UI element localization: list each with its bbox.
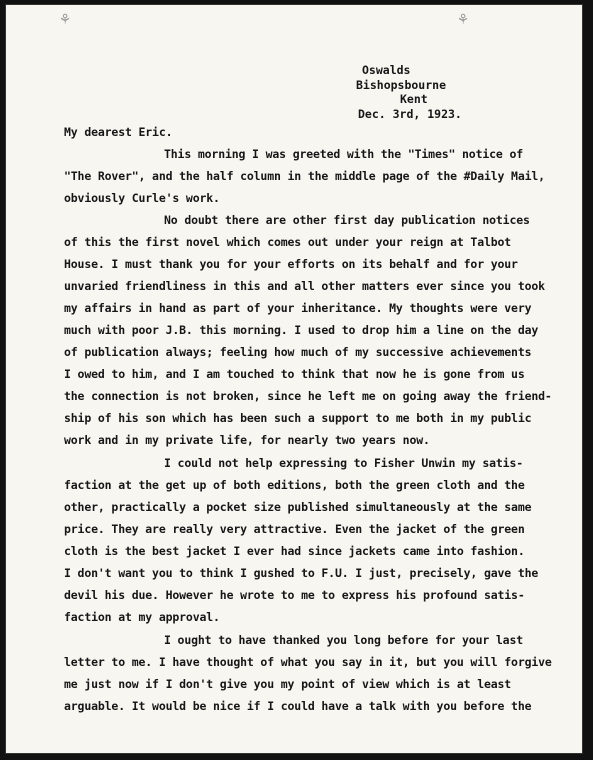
- body-line: other, practically a pocket size published simultaneously at the same: [64, 500, 532, 514]
- body-line: cloth is the best jacket I ever had since jackets came into fashion.: [64, 544, 525, 558]
- sender-address: [356, 63, 462, 121]
- body-line: work and in my private life, for nearly two years now.: [64, 433, 430, 447]
- body-line: ship of his son which has been such a support to me both in my public: [64, 411, 532, 425]
- ink-blot-icon: ⚘: [58, 12, 72, 28]
- body-line: faction at the get up of both editions, both the green cloth and the: [64, 478, 525, 492]
- address-line: Bishopsbourne: [356, 77, 447, 92]
- body-line: House. I must thank you for your efforts on its behalf and for your: [64, 257, 518, 271]
- body-line: much with poor J.B. this morning. I used to drop him a line on the day: [64, 323, 539, 337]
- body-line: devil his due. However he wrote to me to express his profound satis-: [64, 588, 525, 602]
- body-line: faction at my approval.: [64, 610, 220, 624]
- body-line: I owed to him, and I am touched to think that now he is gone from us: [64, 367, 525, 381]
- ink-blot-icon: ⚘: [456, 12, 470, 28]
- body-line: the connection is not broken, since he left me on going away the friend-: [64, 389, 552, 403]
- body-line: my affairs in hand as part of your inheritance. My thoughts were very: [64, 301, 532, 315]
- body-line: This morning I was greeted with the "Times" notice of: [164, 147, 524, 161]
- body-line: of this the first novel which comes out under your reign at Talbot: [64, 235, 512, 249]
- body-line: I ought to have thanked you long before for your last: [164, 633, 524, 647]
- body-line: letter to me. I have thought of what you say in it, but you will forgive: [64, 655, 552, 669]
- body-line: of publication always; feeling how much of my successive achievements: [64, 345, 532, 359]
- body-line: me just now if I don't give you my point of view which is at least: [64, 677, 512, 691]
- body-line: I don't want you to think I gushed to F.U. I just, precisely, gave the: [64, 566, 539, 580]
- address-line: Kent: [400, 92, 428, 106]
- body-line: "The Rover", and the half column in the middle page of the #Daily Mail,: [64, 169, 545, 183]
- letter-page: [6, 5, 582, 753]
- address-line: Dec. 3rd, 1923.: [358, 106, 462, 121]
- address-line: Oswalds: [362, 63, 411, 77]
- body-line: obviously Curle's work.: [64, 191, 220, 205]
- body-line: No doubt there are other first day publication notices: [164, 213, 530, 227]
- body-line: I could not help expressing to Fisher Unwin my satis-: [164, 456, 524, 470]
- body-line: unvaried friendliness in this and all other matters ever since you took: [64, 279, 545, 293]
- body-line: price. They are really very attractive. Even the jacket of the green: [64, 522, 525, 536]
- body-line: arguable. It would be nice if I could have a talk with you before the: [64, 699, 532, 713]
- salutation: My dearest Eric.: [64, 125, 173, 139]
